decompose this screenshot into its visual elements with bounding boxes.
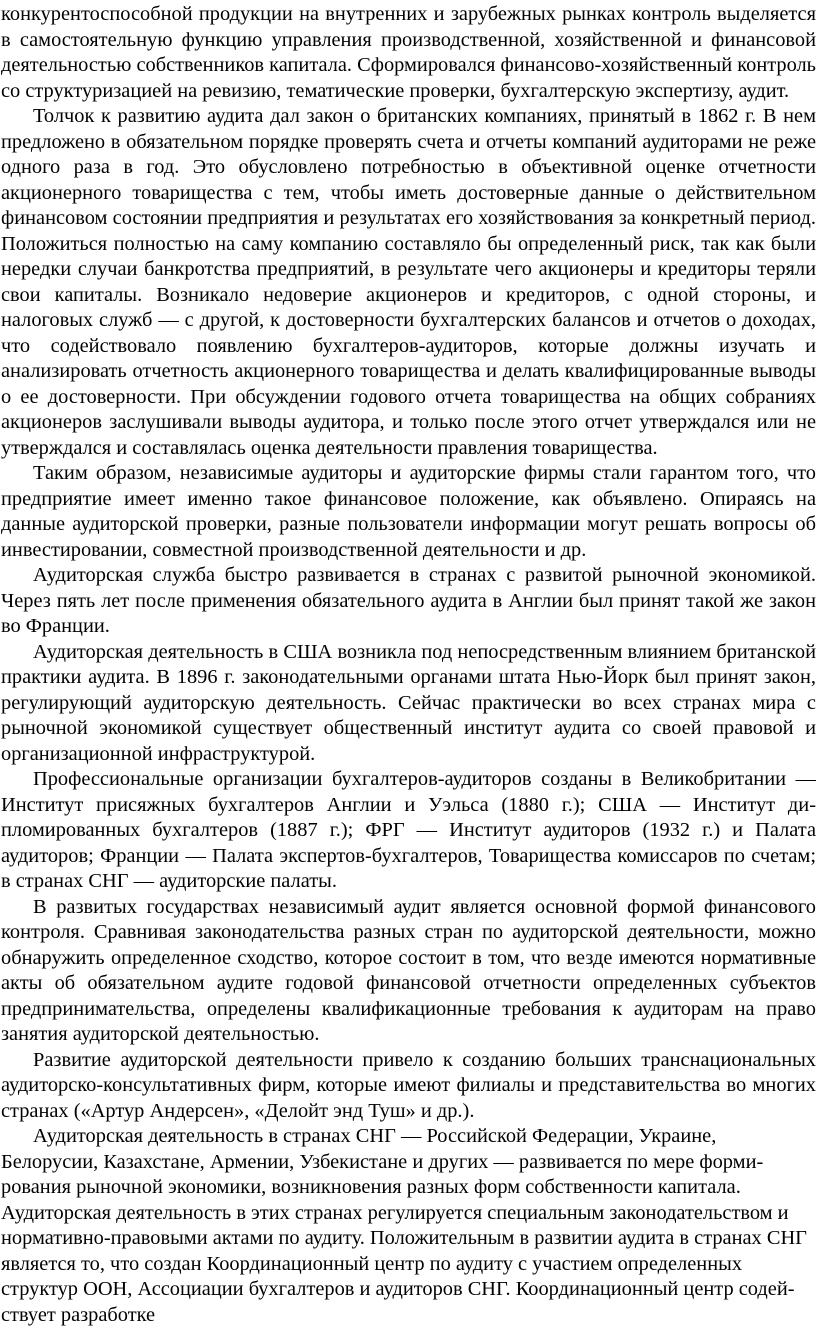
paragraph-independent-auditors: Таким образом, независимые аудиторы и аудиторские фирмы стали гарантом того, что предприятие имеет именно такое финансовое положение, как объявлено. Опираясь на данные аудиторской проверки, разные пользователи информации могут решать вопросы об инвестировании, совместной производственной деятельности и др. (1, 461, 816, 563)
paragraph-british-law-1862: Толчок к развитию аудита дал закон о британских компаниях, принятый в 1862 г. В нем предложено в обязательном порядке проверять счета и отчеты компаний аудиторами не реже одного раза в год. Это обусловлено потребностью в объективной оценке отчетности акционерного товарищества с тем, чтобы иметь достоверные данные о действительном финансовом состоянии предприятия и результатах его хозяйствования за конкретный период. Положиться полностью на саму компанию составляло бы определенный риск, так как были нередки случаи банкротства предприятий, в результате чего акционеры и кредиторы теряли свои капиталы. Возникало недоверие акционеров и кредиторов, с одной стороны, и налоговых служб — с другой, к достоверности бухгалтерских балансов и отчетов о доходах, что содействовало появлению бухгалтеров-аудиторов, которые должны изучать и анализировать отчетность акционерного товарищества и делать квалифицированные выводы о ее достоверности. При обсуждении годового отчета товарищества на общих собраниях акционеров заслушивали выводы аудитора, и только после этого отчет утверждался или не утверждался и составлялась оценка деятельности правления товарищества. (1, 104, 816, 461)
text-line: ствует разработке (1, 1303, 816, 1328)
text-line: Аудиторская деятельность в странах СНГ — Российской Федерации, Украине, (1, 1124, 816, 1150)
paragraph-professional-organizations: Профессиональные организации бухгалтеров-аудиторов созданы в Великобритании — Институт присяжных бухгалтеров Англии и Уэльса (1880 г.); США — Институт дипломированных бухгалтеров (1887 г.); ФРГ — Институт аудиторов (1932 г.) и Палата аудиторов; Франции — Палата экспертов-бухгалтеров, Товарищества комиссаров по счетам; в странах СНГ — аудиторские палаты. (1, 767, 816, 895)
text-line: Белорусии, Казахстане, Армении, Узбекистане и других — развивается по мере форми- (1, 1150, 816, 1176)
text-line: Аудиторская деятельность в этих странах регулируется специальным законодательством и (1, 1201, 816, 1227)
text-line: структур ООН, Ассоциации бухгалтеров и аудиторов СНГ. Координационный центр содей- (1, 1277, 816, 1303)
paragraph-transnational-firms: Развитие аудиторской деятельности привело к созданию больших транснациональных аудиторско-консультативных фирм, которые имеют филиалы и представительства во многих странах («Артур Андерсен», «Делойт энд Туш» и др.). (1, 1048, 816, 1125)
text-line: рования рыночной экономики, возникновения разных форм собственности капитала. (1, 1175, 816, 1201)
paragraph-intro-continuation: конкурентоспособной продукции на внутренних и зарубежных рынках контроль выделяется в самостоятельную функцию управления производственной, хозяйственной и финансовой деятельностью собственников капитала. Сформировался финансово-хозяйственный контроль со структуризацией на ревизию, тематические проверки, бухгалтерскую экспертизу, аудит. (1, 2, 816, 104)
paragraph-cis-audit (1, 1124, 816, 1328)
text-line: нормативно-правовыми актами по аудиту. Положительным в развитии аудита в странах СНГ (1, 1226, 816, 1252)
paragraph-usa-audit: Аудиторская деятельность в США возникла под непосредственным влиянием британской практики аудита. В 1896 г. законодательными органами штата Нью-Йорк был принят закон, регулирующий аудиторскую деятельность. Сейчас практически во всех странах мира с рыночной экономикой существует общественный институт аудита со своей правовой и организационной инфраструктурой. (1, 640, 816, 768)
paragraph-developed-states: В развитых государствах независимый аудит является основной формой финансового контроля. Сравнивая законодательства разных стран по аудиторской деятельности, можно обнаружить определенное сходство, которое состоит в том, что везде имеются нормативные акты об обязательном аудите годовой финансовой отчетности определенных субъектов предпринимательства, определены квалификационные требования к аудиторам на право занятия аудиторской деятельностью. (1, 895, 816, 1048)
paragraph-audit-service-development: Аудиторская служба быстро развивается в странах с развитой рыночной экономикой. Через пять лет после применения обязательного аудита в Англии был принят такой же закон во Франции. (1, 563, 816, 640)
text-line: является то, что создан Координационный центр по аудиту с участием определенных (1, 1252, 816, 1278)
